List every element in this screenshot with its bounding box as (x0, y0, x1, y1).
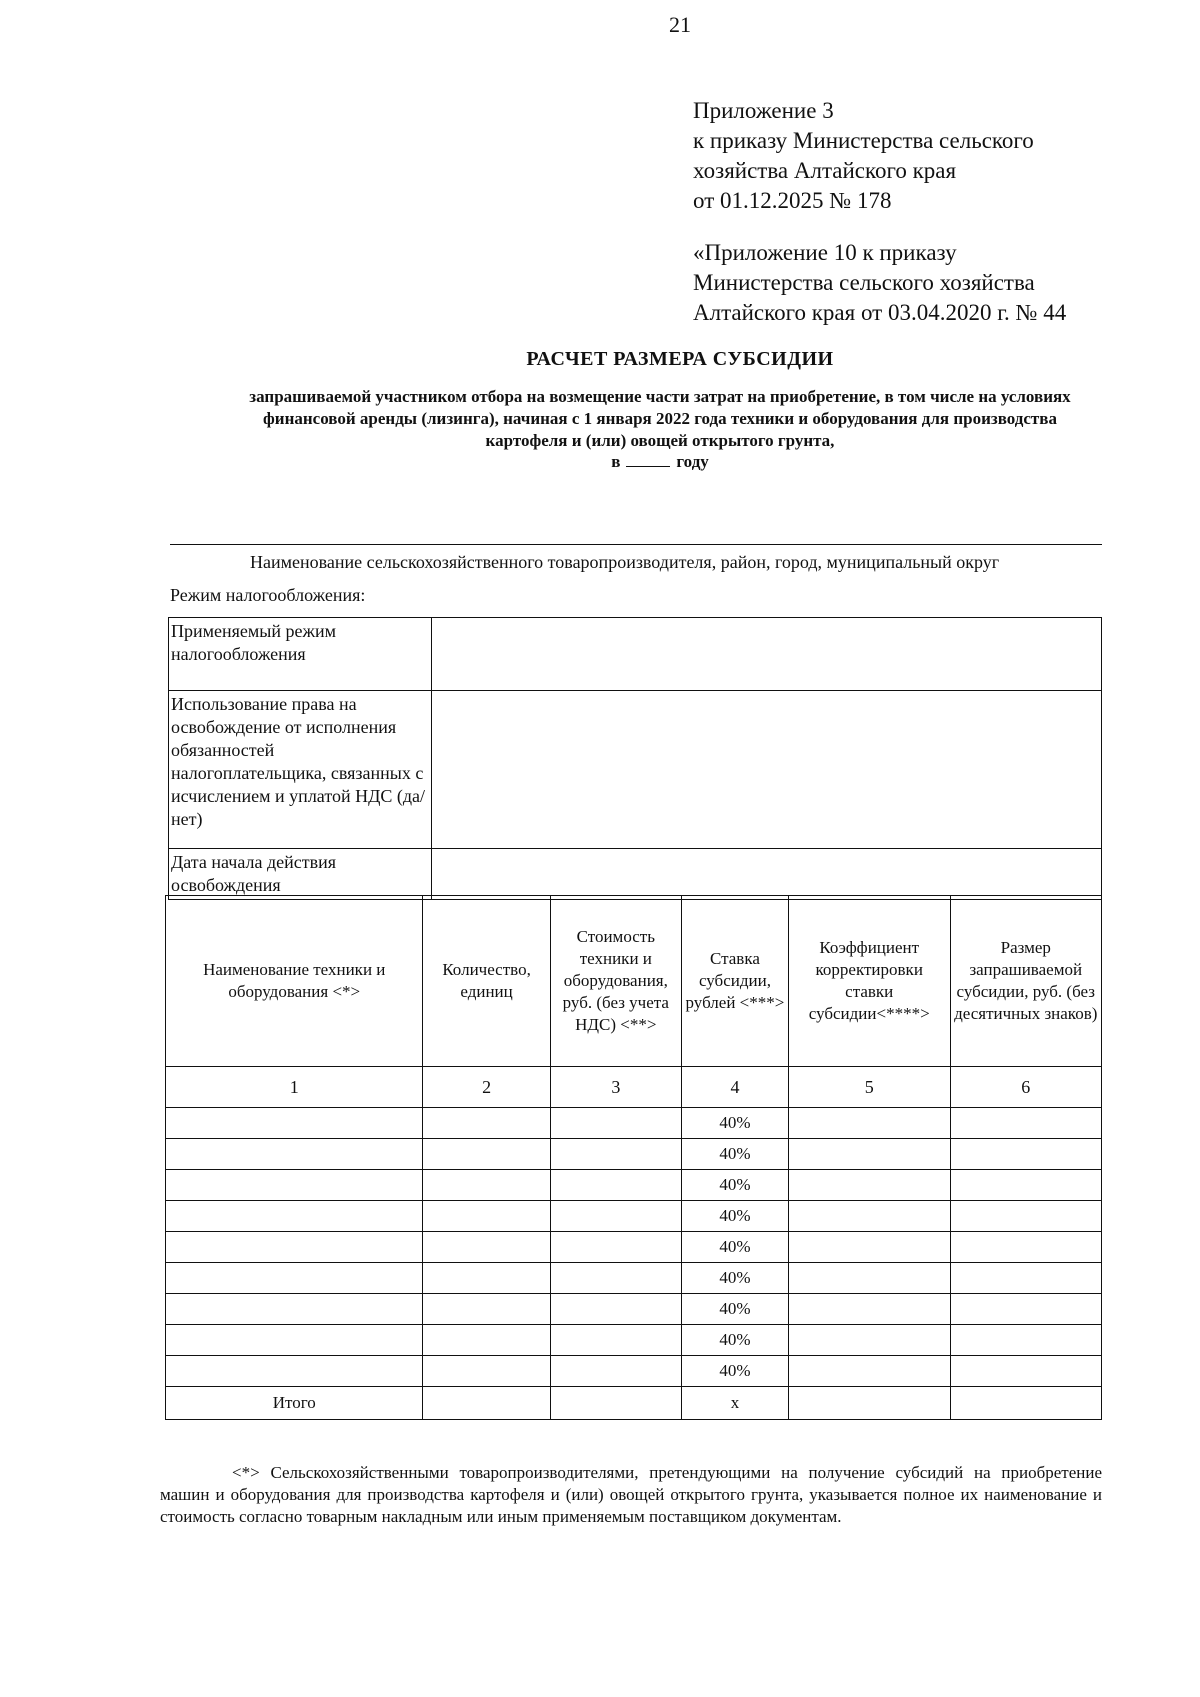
cost-cell[interactable] (550, 1201, 681, 1232)
tax-row-label: Применяемый режим налогообложения (169, 618, 432, 691)
header-subsidy-amount: Размер запрашиваемой субсидии, руб. (без десятичных знаков) (950, 896, 1102, 1067)
rate-cell: 40% (681, 1201, 788, 1232)
appendix-line: от 01.12.2025 № 178 (693, 188, 892, 213)
equipment-name-cell[interactable] (166, 1170, 423, 1201)
rate-cell: 40% (681, 1139, 788, 1170)
year-prefix: в (611, 452, 621, 471)
rate-cell: 40% (681, 1170, 788, 1201)
cost-cell[interactable] (550, 1170, 681, 1201)
amount-cell[interactable] (950, 1325, 1102, 1356)
rate-cell: 40% (681, 1108, 788, 1139)
year-line (220, 452, 1100, 472)
quantity-cell[interactable] (423, 1201, 550, 1232)
table-row (166, 1108, 1102, 1139)
appendix-line: к приказу Министерства сельского (693, 128, 1034, 153)
quantity-cell[interactable] (423, 1263, 550, 1294)
coefficient-cell[interactable] (788, 1232, 950, 1263)
equipment-name-cell[interactable] (166, 1108, 423, 1139)
coefficient-cell[interactable] (788, 1356, 950, 1387)
total-label: Итого (166, 1387, 423, 1420)
coefficient-cell[interactable] (788, 1325, 950, 1356)
tax-row-label: Использование права на освобождение от исполнения обязанностей налогоплательщика, связанных с исчислением и уплатой НДС (да/нет) (169, 691, 432, 849)
equipment-name-cell[interactable] (166, 1325, 423, 1356)
table-row (166, 1325, 1102, 1356)
coefficient-cell[interactable] (788, 1201, 950, 1232)
tax-row-value[interactable] (432, 618, 1102, 691)
tax-row (169, 691, 1102, 849)
equipment-name-cell[interactable] (166, 1263, 423, 1294)
table-header-row (166, 896, 1102, 1067)
amount-cell[interactable] (950, 1356, 1102, 1387)
cost-cell[interactable] (550, 1263, 681, 1294)
year-blank-field[interactable] (626, 452, 670, 467)
quantity-cell[interactable] (423, 1232, 550, 1263)
quantity-cell[interactable] (423, 1170, 550, 1201)
coefficient-cell[interactable] (788, 1108, 950, 1139)
column-number: 2 (423, 1067, 550, 1108)
equipment-name-cell[interactable] (166, 1294, 423, 1325)
amount-cell[interactable] (950, 1294, 1102, 1325)
quantity-cell[interactable] (423, 1356, 550, 1387)
subsidy-calculation-table (165, 895, 1102, 1420)
total-rate: x (681, 1387, 788, 1420)
cost-cell[interactable] (550, 1232, 681, 1263)
coefficient-cell[interactable] (788, 1263, 950, 1294)
total-cell[interactable] (788, 1387, 950, 1420)
rate-cell: 40% (681, 1263, 788, 1294)
quantity-cell[interactable] (423, 1108, 550, 1139)
tax-regime-table (168, 617, 1102, 900)
total-cell[interactable] (550, 1387, 681, 1420)
equipment-name-cell[interactable] (166, 1232, 423, 1263)
table-row (166, 1201, 1102, 1232)
amount-cell[interactable] (950, 1263, 1102, 1294)
coefficient-cell[interactable] (788, 1139, 950, 1170)
coefficient-cell[interactable] (788, 1294, 950, 1325)
appendix-quote-line: «Приложение 10 к приказу (693, 240, 957, 265)
producer-name-line[interactable] (170, 544, 1102, 545)
cost-cell[interactable] (550, 1108, 681, 1139)
column-number: 4 (681, 1067, 788, 1108)
header-equipment-name: Наименование техники и оборудования <*> (166, 896, 423, 1067)
column-number: 1 (166, 1067, 423, 1108)
column-number: 6 (950, 1067, 1102, 1108)
table-row (166, 1356, 1102, 1387)
rate-cell: 40% (681, 1356, 788, 1387)
table-row (166, 1232, 1102, 1263)
total-cell[interactable] (423, 1387, 550, 1420)
year-suffix: году (676, 452, 709, 471)
appendix-line: хозяйства Алтайского края (693, 158, 957, 183)
amount-cell[interactable] (950, 1108, 1102, 1139)
appendix-block (693, 96, 1034, 216)
amount-cell[interactable] (950, 1201, 1102, 1232)
quantity-cell[interactable] (423, 1325, 550, 1356)
rate-cell: 40% (681, 1294, 788, 1325)
appendix-quote-line: Министерства сельского хозяйства (693, 270, 1035, 295)
tax-row-label: Дата начала действия освобождения (169, 849, 432, 900)
total-cell[interactable] (950, 1387, 1102, 1420)
cost-cell[interactable] (550, 1139, 681, 1170)
table-row (166, 1170, 1102, 1201)
column-number-row (166, 1067, 1102, 1108)
document-title: РАСЧЕТ РАЗМЕРА СУБСИДИИ (526, 348, 834, 370)
producer-caption: Наименование сельскохозяйственного товаропроизводителя, район, город, муниципальный округ (250, 552, 1000, 572)
header-cost: Стоимость техники и оборудования, руб. (без учета НДС) <**> (550, 896, 681, 1067)
appendix-line: Приложение 3 (693, 98, 834, 123)
rate-cell: 40% (681, 1325, 788, 1356)
table-row (166, 1139, 1102, 1170)
header-quantity: Количество, единиц (423, 896, 550, 1067)
equipment-name-cell[interactable] (166, 1356, 423, 1387)
equipment-name-cell[interactable] (166, 1201, 423, 1232)
cost-cell[interactable] (550, 1294, 681, 1325)
equipment-name-cell[interactable] (166, 1139, 423, 1170)
quantity-cell[interactable] (423, 1139, 550, 1170)
header-subsidy-rate: Ставка субсидии, рублей <***> (681, 896, 788, 1067)
amount-cell[interactable] (950, 1232, 1102, 1263)
coefficient-cell[interactable] (788, 1170, 950, 1201)
tax-row-value[interactable] (432, 849, 1102, 900)
cost-cell[interactable] (550, 1325, 681, 1356)
table-row (166, 1263, 1102, 1294)
quantity-cell[interactable] (423, 1294, 550, 1325)
header-correction-coefficient: Коэффициент корректировки ставки субсидии<****> (788, 896, 950, 1067)
amount-cell[interactable] (950, 1139, 1102, 1170)
cost-cell[interactable] (550, 1356, 681, 1387)
appendix-quote-block (693, 238, 1066, 328)
tax-regime-label: Режим налогообложения: (170, 585, 366, 605)
column-number: 5 (788, 1067, 950, 1108)
appendix-quote-line: Алтайского края от 03.04.2020 г. № 44 (693, 300, 1067, 325)
document-subtitle: запрашиваемой участником отбора на возмещение части затрат на приобретение, в том числе на условиях финансовой аренды (лизинга), начиная с 1 января 2022 года техники и оборудования для производства картофеля и (или) овощей открытого грунта, (249, 387, 1071, 450)
tax-row (169, 618, 1102, 691)
amount-cell[interactable] (950, 1170, 1102, 1201)
table-row (166, 1294, 1102, 1325)
rate-cell: 40% (681, 1232, 788, 1263)
tax-row-value[interactable] (432, 691, 1102, 849)
tax-row (169, 849, 1102, 900)
page-number: 21 (669, 12, 691, 37)
total-row (166, 1387, 1102, 1420)
footnote: <*> Сельскохозяйственными товаропроизводителями, претендующими на получение субсидий на приобретение машин и оборудования для производства картофеля и (или) овощей открытого грунта, указывается полное их наименование и стоимость согласно товарным накладным или иным применяемым поставщиком документам. (160, 1463, 1102, 1526)
column-number: 3 (550, 1067, 681, 1108)
